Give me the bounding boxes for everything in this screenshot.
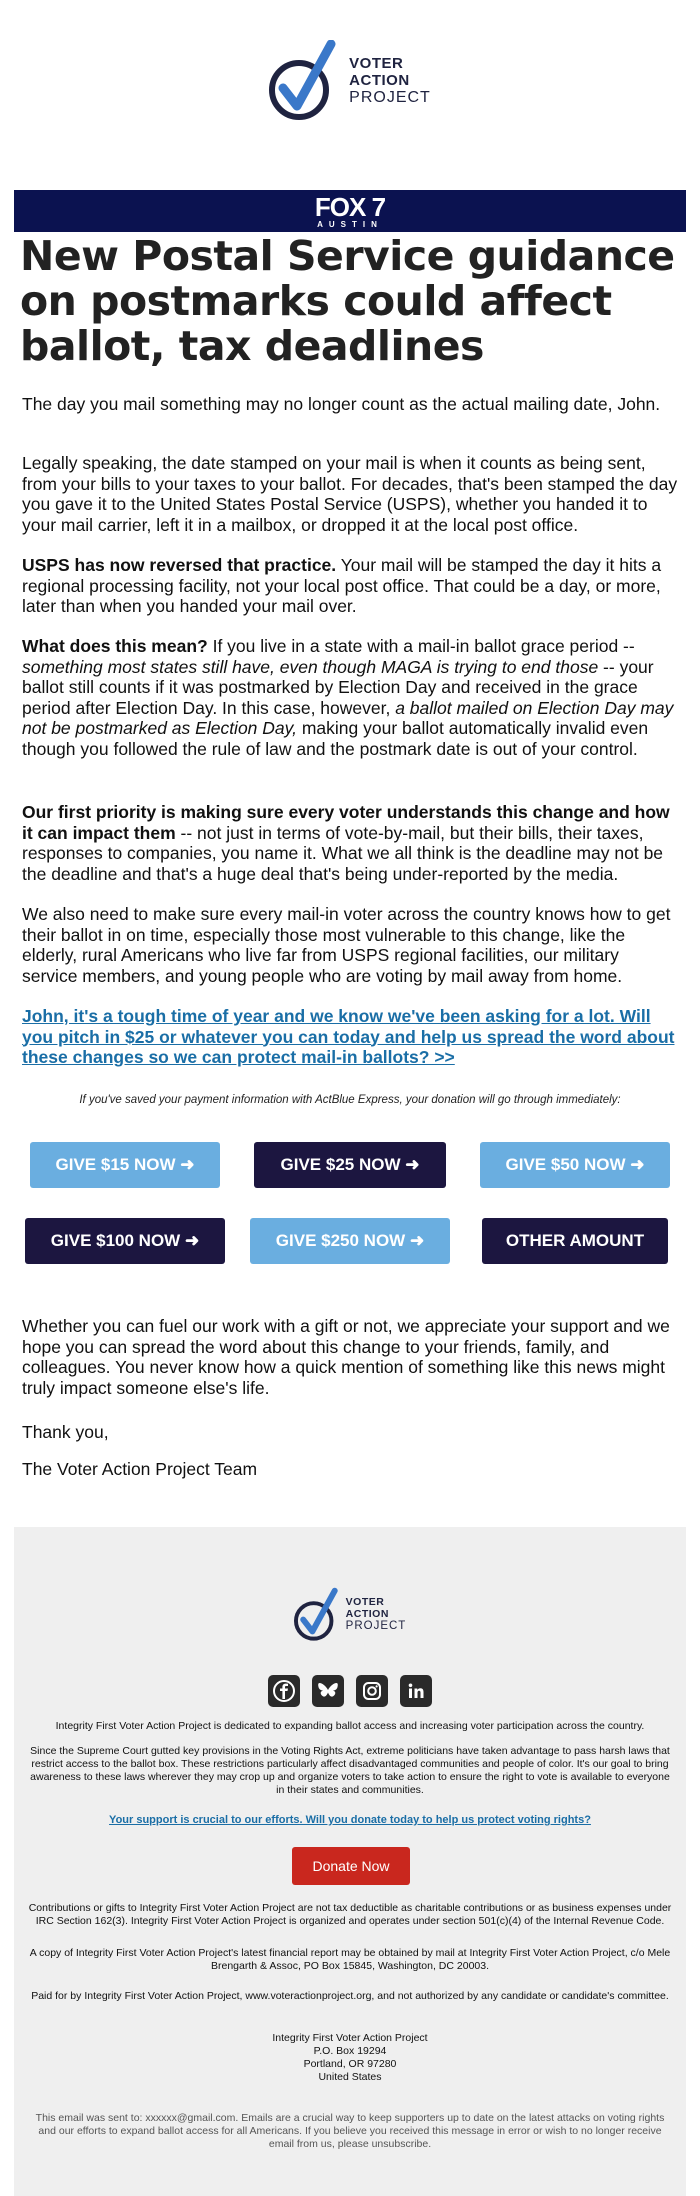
footer-logo-wordmark (346, 1596, 407, 1633)
footer-address-box: P.O. Box 19294 (313, 2045, 387, 2057)
footer-support-link[interactable]: Your support is crucial to our efforts. Will you donate today to help us protect voting rights? (109, 1814, 591, 1826)
social-links (14, 1675, 686, 1707)
paragraph-meaning (22, 636, 678, 759)
fox7-austin-text: AUSTIN (317, 219, 383, 229)
footer-logo[interactable] (294, 1587, 407, 1643)
meaning-italic2: a ballot mailed on Election Day may not be postmarked as Election Day, (22, 697, 674, 738)
cta-paragraph (22, 1006, 678, 1068)
paragraph-mail-in: We also need to make sure every mail-in voter across the country knows how to get their ballot in on time, especially those most vulnerable to this change, like the elderly, rural Americans who live far from USPS regional facilities, our military service members, and young people who are voting by mail away from home. (22, 904, 671, 986)
paragraph-usps (22, 555, 678, 617)
other-amount-button[interactable]: OTHER AMOUNT (482, 1218, 668, 1264)
footer-logo-area (14, 1587, 686, 1643)
footer-logo-line-action: ACTION (345, 1608, 389, 1621)
paragraph-legal: Legally speaking, the date stamped on your mail is when it counts as being sent, from your bills to your taxes to your ballot. For decades, that's been stamped the day you gave it to the United States Postal Service (USPS), whether you handed it to your mail carrier, left it in a mailbox, or dropped it at the local post office. (22, 453, 678, 535)
footer-supreme-court: Since the Supreme Court gutted key provisions in the Voting Rights Act, extreme politicians have taken advantage to pass harsh laws that restrict access to the ballot box. These restrictions particularly affect disadvantaged communities and people of color. It's our goal to bring awareness to these laws wherever they may crop up and organize voters to take action to ensure the right to vote is available to everyone in their states and communities. (30, 1745, 670, 1796)
signature: The Voter Action Project Team (22, 1459, 258, 1479)
logo-line-voter: VOTER (349, 54, 404, 72)
linkedin-icon[interactable] (400, 1675, 432, 1707)
meaning-b: -- your ballot still counts if it was postmarked by Election Day and received in the grace period after Election Day. In this case, however, (22, 656, 654, 718)
logo-line-project: PROJECT (349, 89, 431, 107)
footer-logo-line-project: PROJECT (345, 1620, 407, 1633)
footer-address-country: United States (318, 2071, 382, 2083)
footer-address-city: Portland, OR 97280 (303, 2058, 397, 2070)
paragraph-thanks: Thank you, (22, 1422, 109, 1442)
give-100-button[interactable]: GIVE $100 NOW ➜ (25, 1218, 225, 1264)
article-headline: New Postal Service guidance on postmarks could affect ballot, tax deadlines (20, 232, 675, 370)
give-50-button[interactable]: GIVE $50 NOW ➜ (480, 1142, 670, 1188)
paragraph-intro: The day you mail something may no longer count as the actual mailing date, John. (22, 394, 661, 414)
give-250-button[interactable]: GIVE $250 NOW ➜ (250, 1218, 450, 1264)
actblue-express-note: If you've saved your payment information with ActBlue Express, your donation will go through immediately: (79, 1094, 621, 1106)
footer-sent-to: This email was sent to: xxxxxx@gmail.com. Emails are a crucial way to keep supporters up to date on the latest attacks on voting rights and our efforts to expand ballot access for all Americans. If you believe you received this message in error or wish to no longer receive email from us, please unsubscribe. (35, 2112, 665, 2150)
usps-rest: Your mail will be stamped the day it hits a regional processing facility, not your local post office. That could be a day, or more, later than when you handed your mail over. (22, 555, 662, 616)
checkmark-circle-icon (269, 40, 339, 122)
cta-donate-link[interactable]: John, it's a tough time of year and we know we've been asking for a lot. Will you pitch in $25 or whatever you can today and help us spread the word about these changes so we can protect mail-in ballots? >> (22, 1006, 675, 1067)
give-25-button[interactable]: GIVE $25 NOW ➜ (254, 1142, 446, 1188)
bluesky-icon[interactable] (312, 1675, 344, 1707)
email-footer (14, 1527, 686, 2196)
fox7-logo-text: FOX 7 (314, 191, 386, 222)
header-logo-area (0, 36, 700, 126)
logo-wordmark (349, 55, 431, 108)
logo-line-action: ACTION (349, 71, 410, 89)
voter-action-project-logo[interactable] (269, 40, 431, 122)
footer-paid-for: Paid for by Integrity First Voter Action Project, www.voteractionproject.org, and not authorized by any candidate or candidate's committee. (31, 1990, 669, 2002)
priority-rest: -- not just in terms of vote-by-mail, but their bills, their taxes, responses to companies, you name it. What we all think is the deadline may not be the deadline and that's a huge deal that's being under-reported by the media. (22, 822, 664, 884)
footer-financial-report: A copy of Integrity First Voter Action Project's latest financial report may be obtained by mail at Integrity First Voter Action Project, c/o Mele Brengarth & Assoc, PO Box 15845, Washington, DC 20003. (29, 1947, 671, 1972)
footer-tax-note: Contributions or gifts to Integrity First Voter Action Project are not tax deductible as charitable contributions or as business expenses under IRC Section 162(3). Integrity First Voter Action Project is organized and operates under section 501(c)(4) of the Internal Revenue Code. (28, 1902, 672, 1927)
priority-bold: Our first priority is making sure every voter understands this change and how it can impact them (22, 802, 670, 843)
footer-support-paragraph (14, 1814, 686, 1827)
fox7-banner[interactable] (14, 190, 686, 232)
meaning-italic1: something most states still have, even though MAGA is trying to end those (22, 656, 599, 677)
give-15-button[interactable]: GIVE $15 NOW ➜ (30, 1142, 220, 1188)
facebook-icon[interactable] (268, 1675, 300, 1707)
instagram-icon[interactable] (356, 1675, 388, 1707)
meaning-a: If you live in a state with a mail-in ballot grace period -- (207, 636, 635, 656)
footer-logo-line-voter: VOTER (345, 1596, 385, 1609)
paragraph-priority (22, 802, 678, 884)
usps-bold: USPS has now reversed that practice. (22, 555, 337, 575)
donate-now-button[interactable]: Donate Now (292, 1847, 410, 1885)
footer-checkmark-circle-icon (294, 1587, 340, 1643)
paragraph-closing: Whether you can fuel our work with a gift or not, we appreciate your support and we hope you can spread the word about this change to your friends, family, and colleagues. You never know how a quick mention of something like this news might truly impact someone else's life. (22, 1316, 670, 1398)
meaning-bold: What does this mean? (22, 636, 208, 656)
footer-address-name: Integrity First Voter Action Project (272, 2032, 428, 2044)
meaning-c: making your ballot automatically invalid even though you followed the rule of law and the postmark date is out of your control. (22, 718, 649, 759)
footer-mission: Integrity First Voter Action Project is dedicated to expanding ballot access and increasing voter participation across the country. (55, 1720, 645, 1732)
